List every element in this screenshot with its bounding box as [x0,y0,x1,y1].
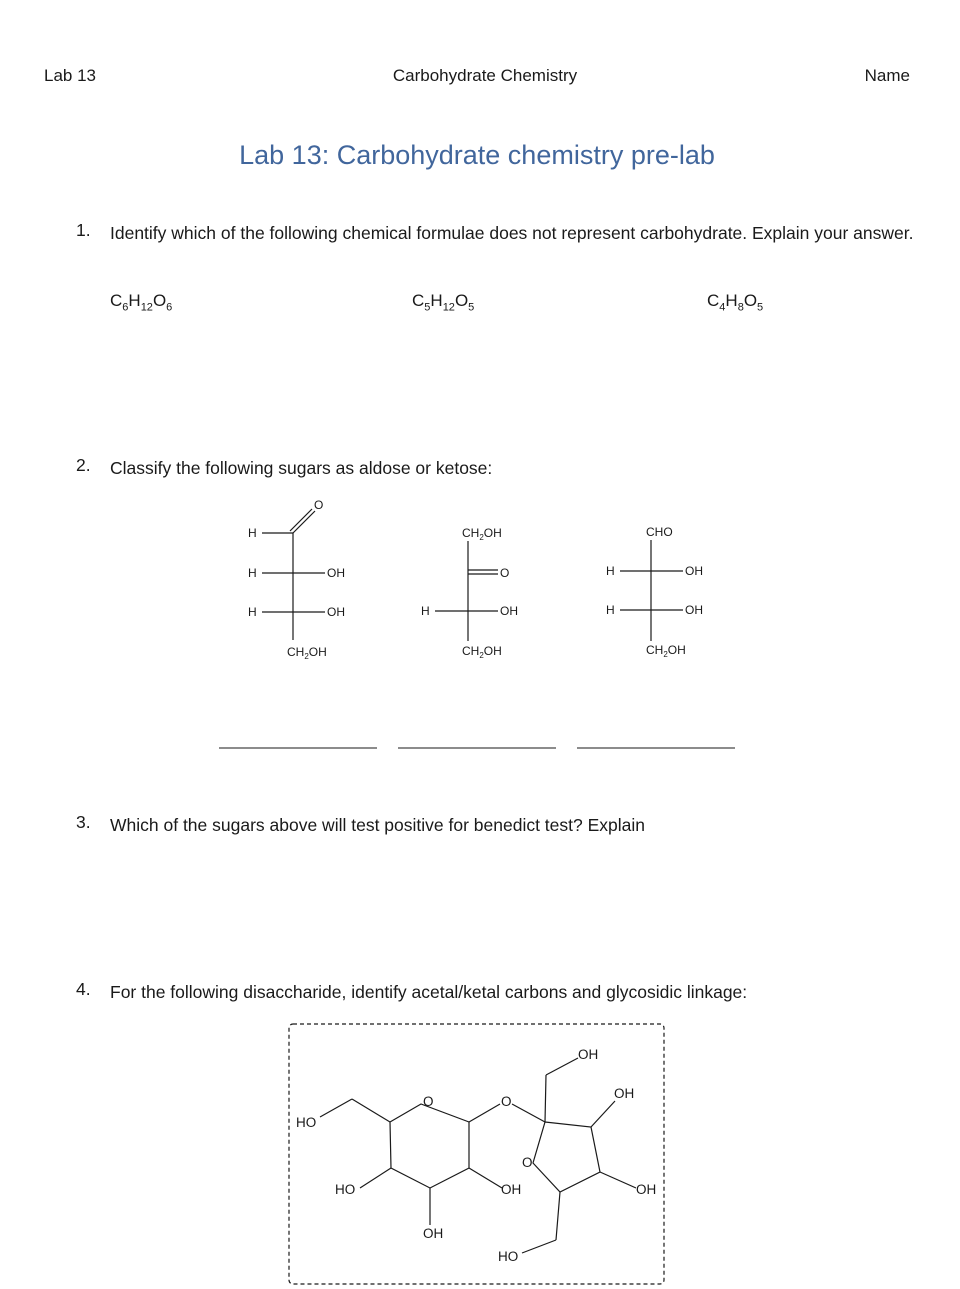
s3-oh-1: OH [685,564,703,578]
d-ring-o1: O [423,1094,434,1109]
s3-ch2oh: $CH_2OH$ [646,643,686,659]
d-ho-left: HO [296,1115,317,1130]
sugar-2-fischer [435,541,498,641]
sugar-3-fischer [620,540,683,641]
d-oh-bottom: OH [423,1226,444,1241]
formula-3: $C_4H_8O_5$ [707,291,764,314]
s1-ch2oh: $CH_2OH$ [287,645,327,661]
page-title: Lab 13: Carbohydrate chemistry pre-lab [239,140,715,170]
header-lab-number: Lab 13 [44,66,96,85]
s2-ch2oh-bottom: $CH_2OH$ [462,644,502,660]
d-oh-top: OH [578,1047,599,1062]
question-3-number: 3. [76,812,91,832]
header-name-field: Name [864,66,910,85]
s1-h-2: H [248,566,257,580]
d-ho-lower-left: HO [335,1182,356,1197]
s3-h-2: H [606,603,615,617]
header-course-title: Carbohydrate Chemistry [392,66,578,85]
disaccharide-frame [289,1024,664,1284]
formula-2: $C_5H_{12}O_5$ [412,291,475,314]
question-1-number: 1. [76,220,91,240]
question-1-text: Identify which of the following chemical formulae does not represent carbohydrate. Explain your answer. [110,223,914,243]
s1-h-1: H [248,526,257,540]
s1-h-3: H [248,605,257,619]
question-4-number: 4. [76,979,91,999]
sugar-1-fischer [262,509,325,640]
s1-oh-1: OH [327,566,345,580]
formula-1: $C_6H_{12}O_6$ [110,291,173,314]
s3-h-1: H [606,564,615,578]
d-bridge-o: O [501,1094,512,1109]
question-4-text: For the following disaccharide, identify acetal/ketal carbons and glycosidic linkage: [110,982,748,1002]
d-oh-mid: OH [501,1182,522,1197]
s2-ch2oh-top: $CH_2OH$ [462,526,502,542]
d-oh-right: OH [636,1182,657,1197]
s2-h: H [421,604,430,618]
question-2-number: 2. [76,455,91,475]
d-ring-o2: O [522,1155,533,1170]
s3-oh-2: OH [685,603,703,617]
s1-o: O [314,498,324,512]
d-oh-right-top: OH [614,1086,635,1101]
disaccharide-bonds [320,1058,636,1253]
question-2-text: Classify the following sugars as aldose or ketose: [110,458,493,478]
d-ho-bottom: HO [498,1249,519,1264]
s3-cho: CHO [646,525,673,539]
s2-o: O [500,566,510,580]
question-3-text: Which of the sugars above will test positive for benedict test? Explain [110,815,645,835]
s1-oh-2: OH [327,605,345,619]
s2-oh: OH [500,604,518,618]
